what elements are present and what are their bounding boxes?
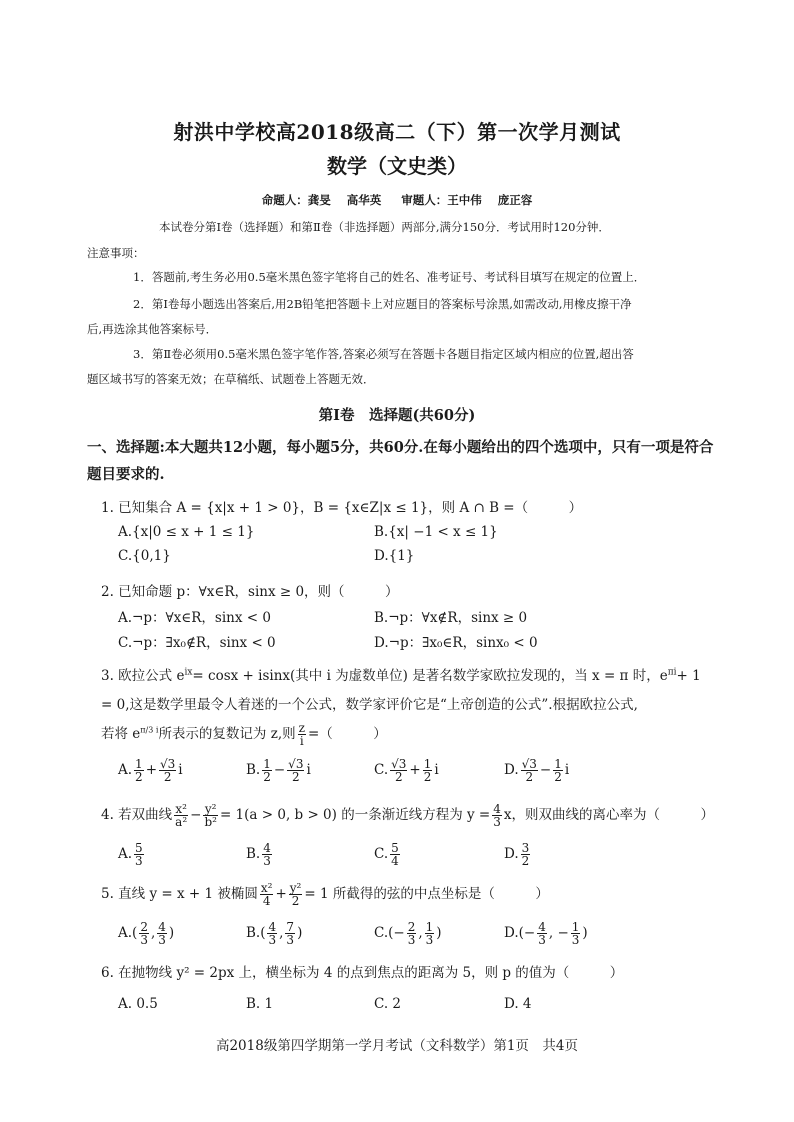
q4c-d: 4 [391,854,399,868]
q5c-sep: , [418,925,423,941]
q4d-d: 2 [521,854,530,868]
q5d-d2: 3 [571,933,580,947]
q5-d1: 4 [262,894,271,908]
q3c-frac1 [390,758,407,783]
q3d-n2: 1 [554,757,562,771]
question-5-option-c [374,921,442,946]
q3a-n1: 1 [135,757,143,771]
q5c-f2 [425,921,435,946]
question-5-stem [101,882,549,907]
question-3-option-d [504,758,569,783]
part1-title: 第Ⅰ卷 选择题(共60分) [318,407,476,424]
q4a-frac [134,842,144,867]
q5b-d1: 3 [268,933,277,947]
q5c-d1: 3 [407,933,416,947]
q3b-d2: 2 [291,770,300,784]
q5-frac-x [260,882,274,907]
q3-text-d: 若将 e [101,726,141,742]
q4-b2: b² [204,815,217,829]
q3c-post: i [434,762,439,778]
q3d-n1: √3 [521,757,537,771]
question-5-option-b [246,921,302,946]
q4a-n: 5 [135,841,143,855]
question-4-option-c [374,842,402,867]
q4-pre: 4. 若双曲线 [101,807,173,823]
q4b-d: 3 [263,854,271,868]
q5b-f2 [285,921,295,946]
exam-authors: 命题人：龚旻 高华英 审题人：王中伟 庞正容 [261,193,533,207]
question-4-option-b [246,842,274,867]
question-1-option-a: A.{x|0 ≤ x + 1 ≤ 1} [118,524,255,540]
q3-exp-1: ix [184,667,193,678]
q4-a2: a² [175,815,188,829]
question-2-stem: 2. 已知命题 p：∀x∈R，sinx ≥ 0，则（ ） [101,584,399,600]
q5-pre: 5. 直线 y = x + 1 被椭圆 [101,886,258,902]
q3a-frac1 [134,758,144,783]
question-4-option-a [118,842,146,867]
q5a-n2: 4 [158,920,166,934]
q3c-label: C. [374,762,389,778]
question-6-option-c: C. 2 [374,996,402,1012]
q5-d2: 2 [291,894,300,908]
q5d-d1: 3 [538,933,546,947]
question-3-option-a [118,758,183,783]
question-6-stem: 6. 在抛物线 y² = 2px 上，横坐标为 4 的点到焦点的距离为 5，则 p 的值为（ ） [101,965,624,981]
question-4-option-d [504,842,532,867]
q4-frac-x [174,803,188,828]
q3d-d1: 2 [525,770,534,784]
q5c-post: ) [436,925,442,941]
q3c-frac2 [423,758,433,783]
q5d-n1: 4 [538,920,546,934]
q4d-n: 3 [521,841,530,855]
q5d-n2: 1 [571,920,580,934]
q5-frac-y [289,882,303,907]
question-4-stem [101,803,714,828]
q5-post: = 1 所截得的弦的中点坐标是（ ） [304,886,549,902]
question-3-line3 [101,722,387,747]
q5a-pre: A.( [118,925,138,941]
q5-n2: y² [289,881,302,895]
section-heading-line2: 题目要求的. [87,466,165,483]
q5b-sep: , [279,925,284,941]
question-5-option-a [118,921,174,946]
q3c-n2: 1 [423,757,432,771]
q3-frac-den: i [299,734,304,748]
q5d-f2 [571,921,581,946]
q4d-frac [521,842,531,867]
question-2-option-d: D.¬p：∃x₀∈R，sinx₀ < 0 [374,635,538,651]
q3c-d2: 2 [423,770,432,784]
q3b-n2: √3 [288,757,304,771]
q5a-post: ) [168,925,175,941]
q3b-op: − [273,762,286,778]
q5c-pre: C.(− [374,925,405,941]
q5c-d2: 3 [425,933,434,947]
q3b-d1: 2 [263,770,271,784]
q3d-d2: 2 [554,770,562,784]
q4-minus: − [190,807,202,823]
question-1-stem: 1. 已知集合 A = {x|x + 1 > 0}，B = {x∈Z|x ≤ 1}，则 A ∩ B =（ ） [101,500,583,516]
exam-intro: 本试卷分第Ⅰ卷（选择题）和第Ⅱ卷（非选择题）两部分,满分150分．考试用时120分钟． [159,220,610,234]
note-1: 1．答题前,考生务必用0.5毫米黑色签字笔将自己的姓名、准考证号、考试科目填写在规定的位置上． [133,270,646,284]
q3b-frac2 [287,758,304,783]
q3-text-a: 3. 欧拉公式 e [101,668,185,684]
q5a-f1 [139,921,149,946]
question-3-line1 [101,664,701,684]
q5b-pre: B.( [246,925,266,941]
q3-exp-3: π/3 i [140,725,159,735]
question-6-option-b: B. 1 [246,996,274,1012]
q5-plus: + [275,886,287,902]
q3-text-f: =（ ） [307,726,387,742]
q5d-post: ) [582,925,588,941]
q3a-post: i [178,762,183,778]
q4c-label: C. [374,846,389,862]
q3-text-c: + 1 [676,668,701,684]
q5c-f1 [407,921,417,946]
q5d-sep: , − [548,925,569,941]
q4-frac-y [203,803,218,828]
q3-text-b: = cosx + isinx(其中 i 为虚数单位) 是著名数学家欧拉发现的，当 x = π 时，e [192,668,668,684]
q4-y2: y² [204,802,217,816]
question-6-option-d: D. 4 [504,996,532,1012]
notes-heading: 注意事项： [87,246,145,260]
q3d-label: D. [504,762,519,778]
q3d-frac1 [521,758,538,783]
q4a-label: A. [118,846,133,862]
q4a-d: 3 [135,854,143,868]
exam-subtitle: 数学（文史类） [327,154,467,178]
question-3-option-c [374,758,439,783]
q5d-pre: D.(− [504,925,536,941]
q5b-d2: 3 [286,933,295,947]
question-3-option-b [246,758,311,783]
question-2-option-c: C.¬p：∃x₀∉R，sinx < 0 [118,635,276,651]
note-2-line1: 2．第Ⅰ卷每小题选出答案后,用2B铅笔把答题卡上对应题目的答案标号涂黑,如需改动,用橡皮擦干净 [133,297,632,311]
q5b-post: ) [297,925,303,941]
note-3-line2: 题区域书写的答案无效；在草稿纸、试题卷上答题无效． [87,372,375,386]
q3d-frac2 [553,758,563,783]
q5b-n1: 4 [268,920,277,934]
q4-mid: = 1(a > 0, b > 0) 的一条渐近线方程为 y = [219,807,491,823]
q3b-label: B. [246,762,261,778]
q3a-n2: √3 [160,757,176,771]
q3c-op: + [409,762,421,778]
q5c-n1: 2 [407,920,416,934]
q4c-n: 5 [391,841,399,855]
q5a-d1: 3 [140,933,148,947]
q3b-post: i [306,762,311,778]
q3c-n1: √3 [391,757,407,771]
q3a-label: A. [118,762,133,778]
q5b-n2: 7 [286,920,295,934]
q4d-label: D. [504,846,519,862]
q3b-n1: 1 [263,757,271,771]
q5a-d2: 3 [158,933,166,947]
q3a-d1: 2 [135,770,143,784]
page-footer: 高2018级第四学期第一学月考试（文科数学）第1页 共4页 [215,1038,579,1054]
q4-fn: 4 [493,802,501,816]
q4-frac-slope [492,803,502,828]
q4b-label: B. [246,846,261,862]
section-heading-line1: 一、选择题:本大题共12小题，每小题5分，共60分.在每小题给出的四个选项中，只有一项是符合 [87,439,714,456]
q5a-n1: 2 [140,920,148,934]
q5a-f2 [157,921,167,946]
question-6-option-a: A. 0.5 [118,996,158,1012]
q3c-d1: 2 [394,770,403,784]
q3-text-e: 所表示的复数记为 z,则 [158,726,296,742]
question-1-option-d: D.{1} [374,548,415,564]
q3-fraction [298,722,306,747]
q5b-f1 [267,921,277,946]
q5-n1: x² [260,881,273,895]
question-2-option-b: B.¬p：∀x∉R，sinx ≥ 0 [374,610,528,626]
q3a-op: + [145,762,157,778]
q5d-f1 [537,921,547,946]
note-2-line2: 后,再选涂其他答案标号． [87,322,218,336]
q3a-d2: 2 [163,770,172,784]
q4-fd: 3 [493,815,501,829]
q3d-post: i [564,762,570,778]
q5c-n2: 1 [425,920,434,934]
q4-post: x，则双曲线的离心率为（ ） [503,807,714,823]
question-3-line2: = 0,这是数学里最令人着迷的一个公式，数学家评价它是“上帝创造的公式”.根据欧拉公式, [101,697,638,713]
q4-x2: x² [175,802,187,816]
q3-exp-2: πi [667,667,677,678]
q3d-op: − [539,762,552,778]
q4b-frac [262,842,272,867]
question-5-option-d [504,921,588,946]
question-2-option-a: A.¬p：∀x∈R，sinx < 0 [118,610,271,626]
q4b-n: 4 [263,841,271,855]
q5a-sep: , [150,925,156,941]
note-3-line1: 3．第Ⅱ卷必须用0.5毫米黑色签字笔作答,答案必须写在答题卡各题目指定区域内相应的位置,超出答 [133,347,634,361]
exam-title: 射洪中学校高2018级高二（下）第一次学月测试 [173,120,621,144]
q3-frac-num: z [298,721,305,735]
question-1-option-b: B.{x| −1 < x ≤ 1} [374,524,498,540]
q3a-frac2 [159,758,176,783]
q3b-frac1 [262,758,272,783]
question-1-option-c: C.{0,1} [118,548,171,564]
q4c-frac [390,842,400,867]
